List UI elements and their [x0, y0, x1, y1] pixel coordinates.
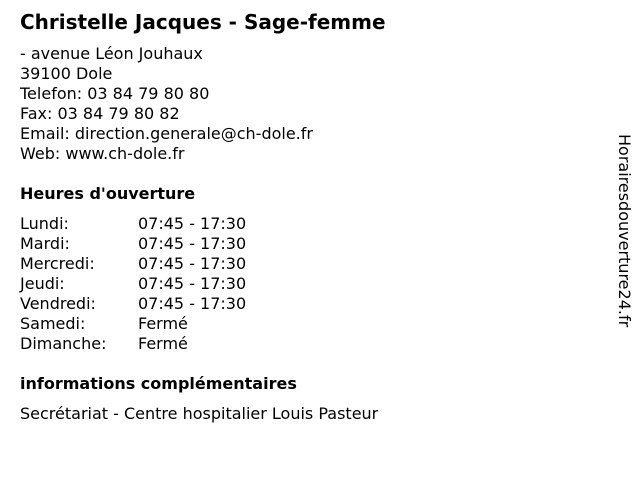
street-address: - avenue Léon Jouhaux: [20, 44, 203, 63]
website-line: Web: www.ch-dole.fr: [20, 144, 185, 163]
hours-time: 07:45 - 17:30: [138, 254, 247, 273]
email-line: Email: direction.generale@ch-dole.fr: [20, 124, 313, 143]
hours-row: [20, 314, 320, 334]
hours-day: Vendredi:: [20, 294, 96, 313]
hours-time: Fermé: [138, 334, 188, 353]
additional-info-heading: informations complémentaires: [20, 374, 297, 393]
opening-hours-table: [20, 214, 320, 354]
hours-row: [20, 214, 320, 234]
hours-time: Fermé: [138, 314, 188, 333]
contact-block: [20, 44, 313, 164]
hours-row: [20, 294, 320, 314]
hours-day: Jeudi:: [20, 274, 65, 293]
hours-day: Mercredi:: [20, 254, 95, 273]
hours-time: 07:45 - 17:30: [138, 294, 247, 313]
fax-line: Fax: 03 84 79 80 82: [20, 104, 180, 123]
city-line: 39100 Dole: [20, 64, 113, 83]
hours-row: [20, 334, 320, 354]
hours-time: 07:45 - 17:30: [138, 214, 247, 233]
phone-line: Telefon: 03 84 79 80 80: [20, 84, 210, 103]
hours-time: 07:45 - 17:30: [138, 234, 247, 253]
hours-row: [20, 274, 320, 294]
hours-time: 07:45 - 17:30: [138, 274, 247, 293]
opening-hours-heading: Heures d'ouverture: [20, 184, 196, 203]
hours-row: [20, 254, 320, 274]
business-name: Christelle Jacques - Sage-femme: [20, 10, 386, 34]
site-watermark: Horairesdouverture24.fr: [615, 134, 634, 328]
hours-day: Dimanche:: [20, 334, 107, 353]
hours-row: [20, 234, 320, 254]
hours-day: Lundi:: [20, 214, 69, 233]
hours-day: Samedi:: [20, 314, 86, 333]
additional-info-text: Secrétariat - Centre hospitalier Louis Pasteur: [20, 404, 379, 423]
hours-day: Mardi:: [20, 234, 70, 253]
